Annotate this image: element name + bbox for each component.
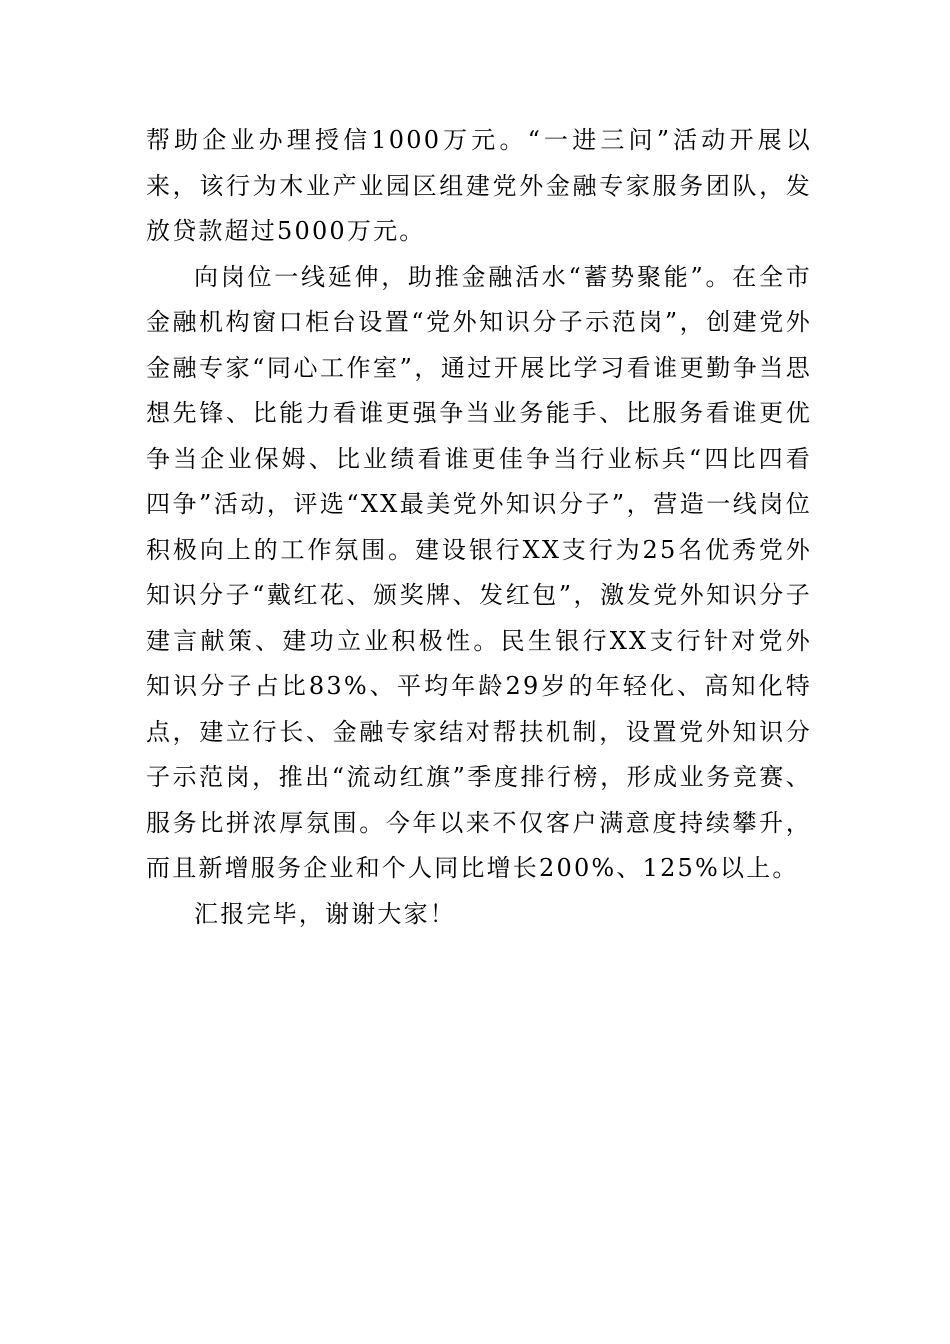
paragraph-frontline-positions: 向岗位一线延伸，助推金融活水“蓄势聚能”。在全市金融机构窗口柜台设置“党外知识分子示范岗”，创建党外金融专家“同心工作室”，通过开展比学习看谁更勤争当思想先锋、比能力看谁更强争当业务能手、比服务看谁更优争当企业保姆、比业绩看谁更佳争当行业标兵“四比四看四争”活动，评选“XX最美党外知识分子”，营造一线岗位积极向上的工作氛围。建设银行XX支行为25名优秀党外知识分子“戴红花、颁奖牌、发红包”，激发党外知识分子建言献策、建功立业积极性。民生银行XX支行针对党外知识分子占比83%、平均年龄29岁的年轻化、高知化特点，建立行长、金融专家结对帮扶机制，设置党外知识分子示范岗，推出“流动红旗”季度排行榜，形成业务竞赛、服务比拼浓厚氛围。今年以来不仅客户满意度持续攀升，而且新增服务企业和个人同比增长200%、125%以上。: [146, 262, 812, 882]
paragraph-closing: 汇报完毕，谢谢大家！: [194, 899, 456, 928]
document-body: [146, 118, 812, 937]
paragraph-continuation: 帮助企业办理授信1000万元。“一进三问”活动开展以来，该行为木业产业园区组建党外金融专家服务团队，发放贷款超过5000万元。: [146, 126, 812, 245]
